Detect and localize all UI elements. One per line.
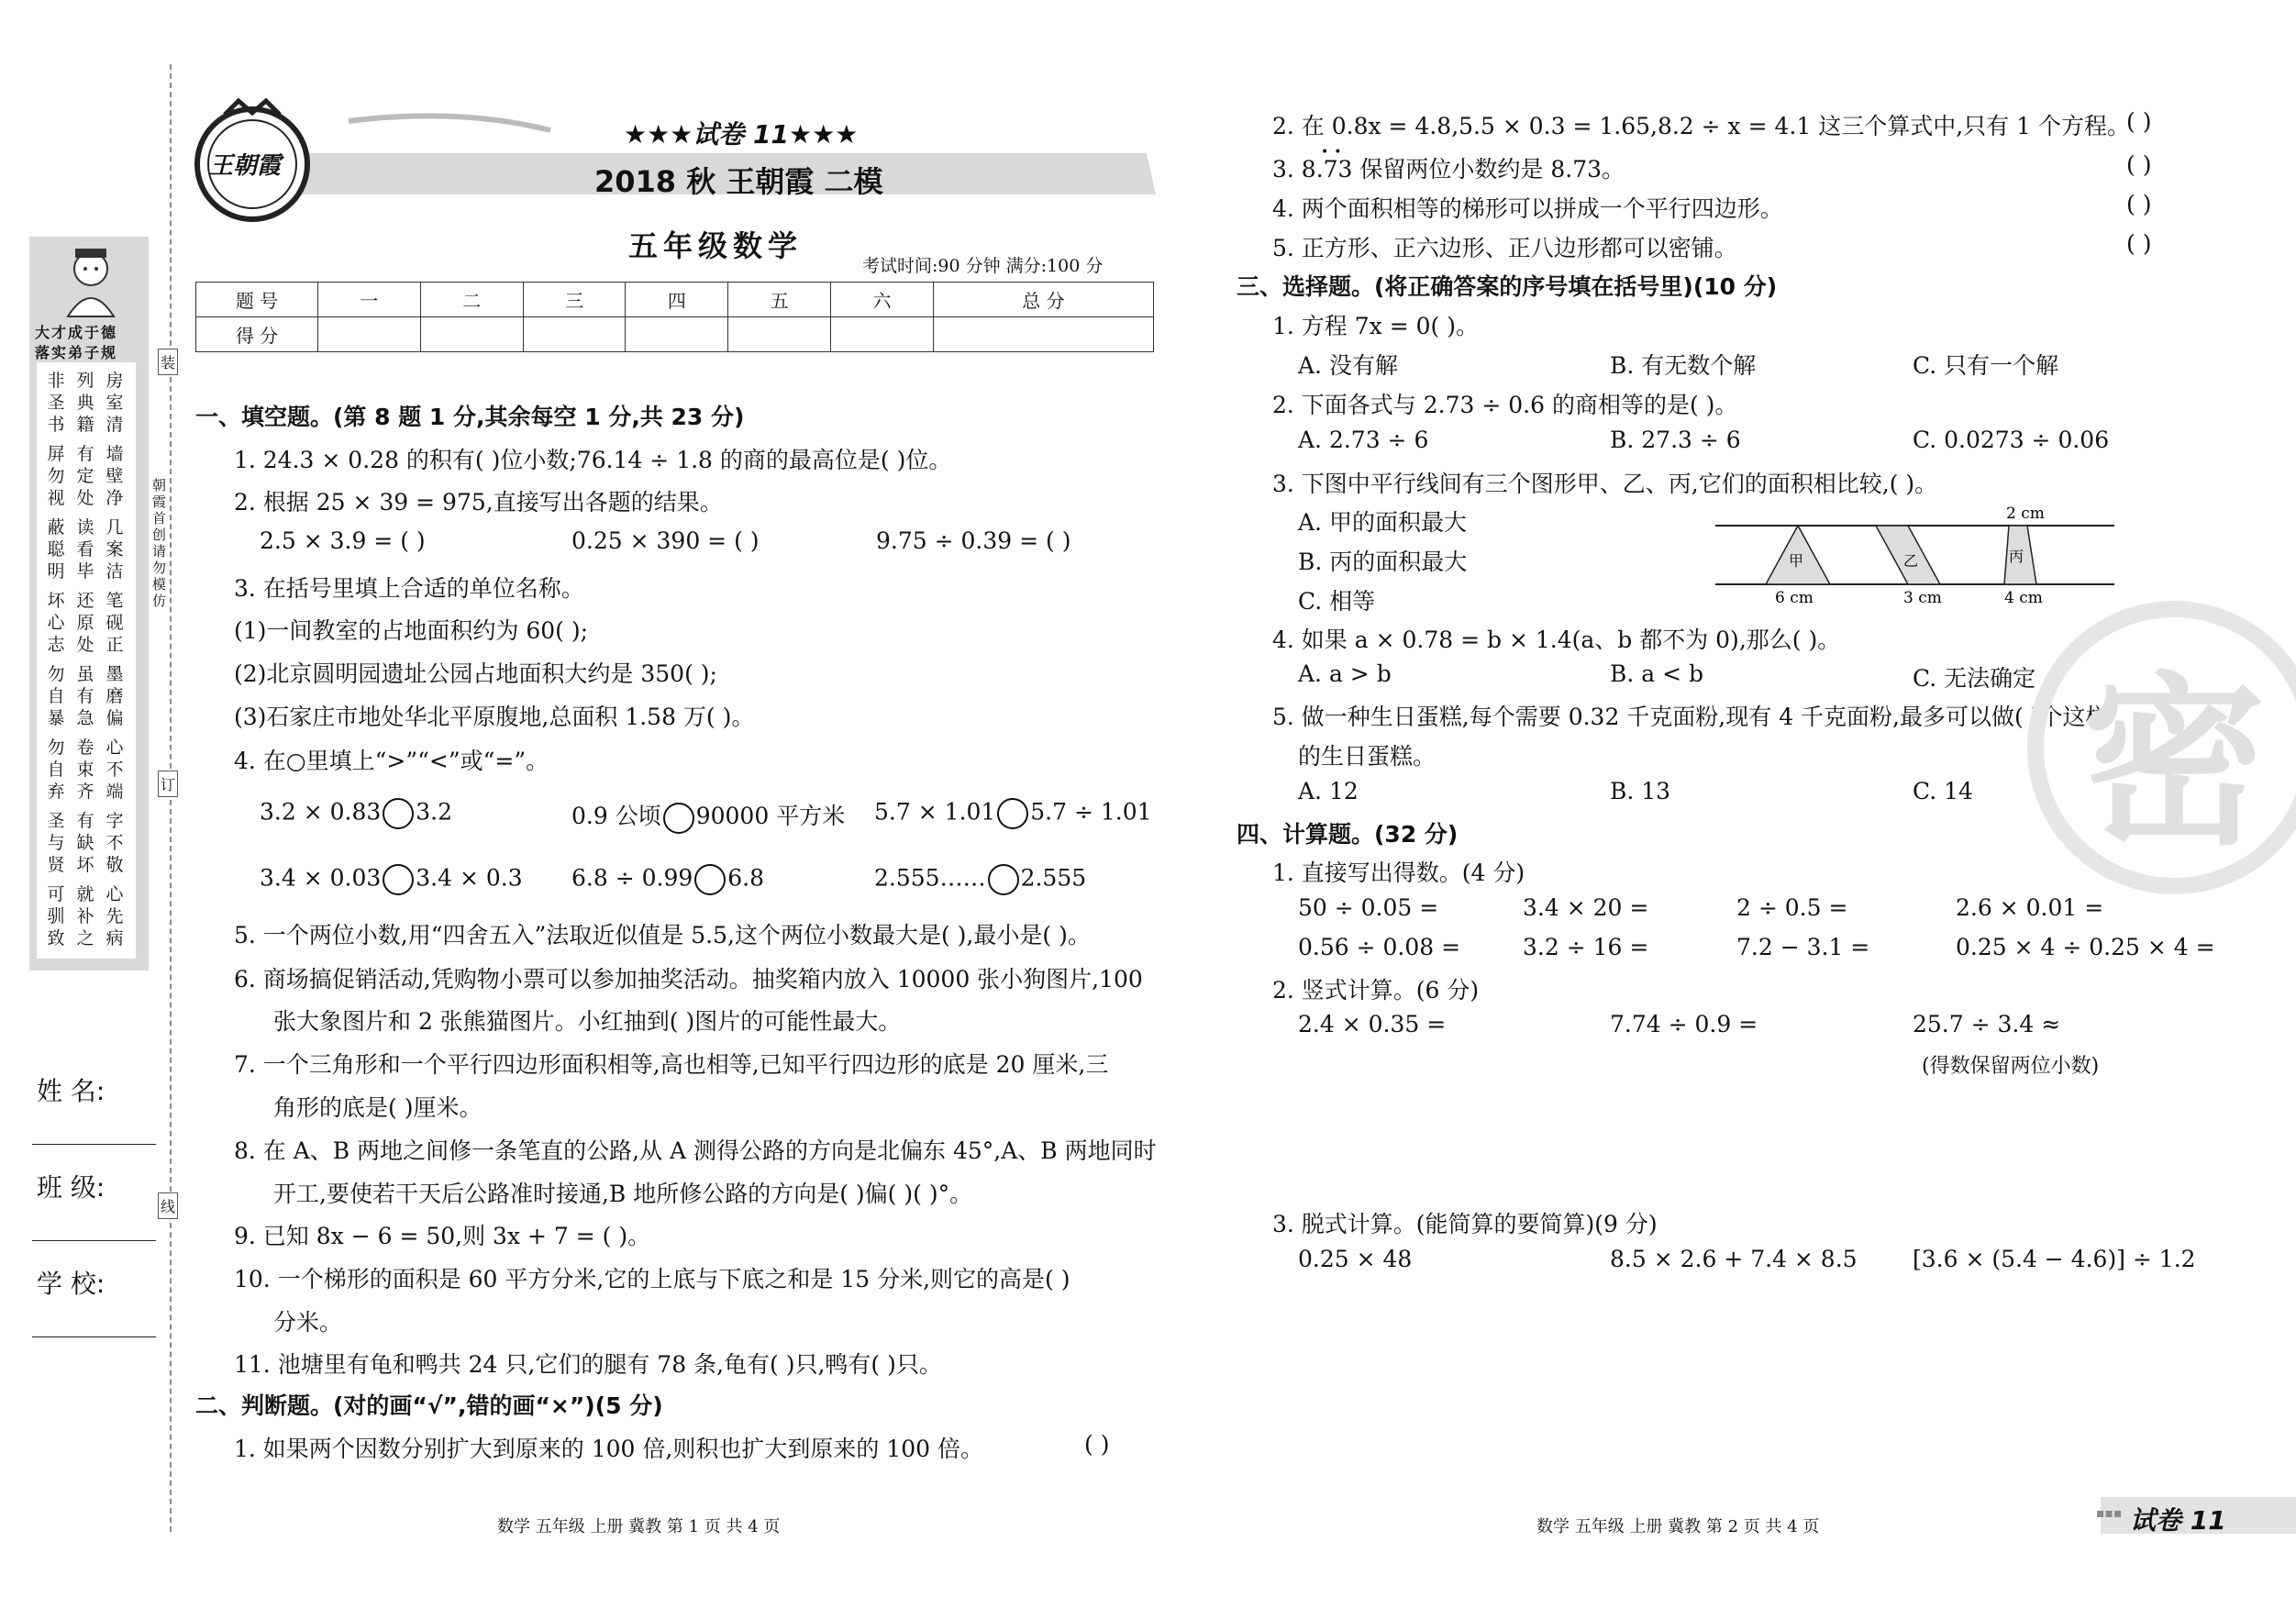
calc-2-workspace[interactable]: [1298, 1082, 2124, 1192]
score-cell[interactable]: [420, 317, 523, 352]
calc-1-item: 0.56 ÷ 0.08 =: [1298, 934, 1461, 960]
logo-text: 王朝霞: [209, 152, 282, 180]
calc-1-item: 3.2 ÷ 16 =: [1523, 934, 1649, 960]
section-2-title: 二、判断题。(对的画“√”,错的画“×”)(5 分): [195, 1392, 663, 1419]
question-1-5: 5. 一个两位小数,用“四舍五入”法取近似值是 5.5,这个两位小数最大是( ),最小是( )。: [234, 922, 1091, 948]
motto-column: 勿自弃: [47, 738, 65, 802]
motto-column: 笔砚正: [105, 591, 124, 655]
judge-4: 4. 两个面积相等的梯形可以拼成一个平行四边形。: [1272, 195, 1783, 222]
question-1-9: 9. 已知 8x − 6 = 50,则 3x + 7 = ( )。: [234, 1223, 651, 1249]
motto-column: 勿自暴: [47, 664, 65, 728]
score-header-4: 四: [626, 283, 728, 317]
exam-title: 2018 秋 王朝霞 二模: [594, 164, 883, 199]
score-header-2: 二: [420, 283, 523, 317]
motto-column: 有定处: [76, 444, 94, 508]
binding-mark-2: 订: [158, 771, 178, 797]
compare-right: 6.8: [727, 864, 765, 892]
choice-2: 2. 下面各式与 2.73 ÷ 0.6 的商相等的是( )。: [1272, 392, 1738, 418]
judge-4-answer[interactable]: ( ): [2126, 191, 2152, 217]
question-1-3c: (3)石家庄市地处华北平原腹地,总面积 1.58 万( )。: [234, 704, 755, 730]
choice-1-opt-b[interactable]: B. 有无数个解: [1610, 352, 1757, 379]
class-label: 班 级:: [37, 1172, 105, 1203]
question-1-6b: 张大象图片和 2 张熊猫图片。小红抽到( )图片的可能性最大。: [273, 1008, 902, 1035]
motto-columns: [37, 362, 136, 959]
question-1-6a: 6. 商场搞促销活动,凭购物小票可以参加抽奖活动。抽奖箱内放入 10000 张小狗图片,100: [234, 966, 1143, 993]
motto-column: 坏心志: [47, 591, 65, 655]
stamp-char: 密: [2081, 656, 2266, 871]
motto-column: 有缺坏: [76, 811, 94, 875]
name-label: 姓 名:: [37, 1076, 105, 1106]
compare-item-3: [874, 798, 1152, 829]
score-header-total: 总 分: [933, 283, 1153, 317]
motto-column: 读看毕: [76, 517, 94, 582]
score-header-label: 题 号: [196, 283, 318, 317]
motto-column: 圣与贤: [47, 811, 65, 875]
section-1-title: 一、填空题。(第 8 题 1 分,其余每空 1 分,共 23 分): [195, 404, 745, 430]
page-1-footer: 数学 五年级 上册 冀教 第 1 页 共 4 页: [497, 1517, 781, 1536]
school-field[interactable]: [32, 1336, 156, 1337]
binding-mark-3: 线: [158, 1192, 178, 1219]
compare-left: 3.2 × 0.83: [260, 798, 382, 826]
name-field[interactable]: [32, 1144, 156, 1145]
choice-5a: 5. 做一种生日蛋糕,每个需要 0.32 千克面粉,现有 4 千克面粉,最多可以做( )个这样: [1272, 704, 2109, 730]
motto-top: 大才成于德: [35, 324, 118, 341]
compare-item-5: [571, 864, 764, 895]
compare-item-2: [571, 798, 845, 834]
choice-2-opt-b[interactable]: B. 27.3 ÷ 6: [1610, 427, 1741, 453]
judge-2: 2. 在 0.8x = 4.8,5.5 × 0.3 = 1.65,8.2 ÷ x = 4.1 这三个算式中,只有 1 个方程。: [1272, 113, 2130, 139]
calc-1: 1. 直接写出得数。(4 分): [1272, 859, 1525, 886]
section-3-title: 三、选择题。(将正确答案的序号填在括号里)(10 分): [1237, 273, 1778, 300]
score-header-1: 一: [318, 283, 421, 317]
question-1-3a: (1)一间教室的占地面积约为 60( );: [234, 617, 589, 644]
choice-5-opt-c[interactable]: C. 14: [1913, 778, 1973, 804]
question-1-2b: 0.25 × 390 = ( ): [571, 527, 760, 554]
calc-2: 2. 竖式计算。(6 分): [1272, 977, 1480, 1004]
school-label: 学 校:: [37, 1269, 105, 1299]
compare-circle[interactable]: [997, 798, 1028, 829]
choice-3-opt-b[interactable]: B. 丙的面积最大: [1298, 549, 1468, 575]
choice-5-opt-b[interactable]: B. 13: [1610, 778, 1671, 804]
judge-1: 1. 如果两个因数分别扩大到原来的 100 倍,则积也扩大到原来的 100 倍。: [234, 1436, 983, 1462]
secret-stamp: [2027, 601, 2296, 894]
motto-column: 虽有急: [76, 664, 94, 728]
question-1-2: 2. 根据 25 × 39 = 975,直接写出各题的结果。: [234, 489, 723, 516]
compare-circle[interactable]: [988, 864, 1019, 895]
calc-2-item: 7.74 ÷ 0.9 =: [1610, 1011, 1758, 1037]
page-2-footer: 数学 五年级 上册 冀教 第 2 页 共 4 页: [1536, 1517, 1820, 1536]
binding-dashed-line: [170, 64, 172, 1532]
motto-column: 墨磨偏: [105, 664, 124, 728]
calc-2-item: 2.4 × 0.35 =: [1298, 1011, 1447, 1037]
compare-circle[interactable]: [663, 803, 694, 834]
paper-number: ★★★试卷 11★★★: [624, 119, 859, 150]
choice-1-opt-a[interactable]: A. 没有解: [1298, 352, 1398, 379]
corner-dots: ▪▪▪: [2096, 1506, 2123, 1521]
score-cell[interactable]: [626, 317, 728, 352]
exam-info: 考试时间:90 分钟 满分:100 分: [862, 256, 1104, 276]
score-cell[interactable]: [318, 317, 421, 352]
compare-right: 90000 平方米: [695, 803, 846, 829]
calc-2-note: (得数保留两位小数): [1922, 1055, 2100, 1078]
choice-5-opt-a[interactable]: A. 12: [1298, 778, 1359, 804]
compare-left: 0.9 公顷: [571, 803, 661, 829]
motto-column: 可驯致: [47, 884, 65, 948]
motto-column: 心不端: [105, 738, 124, 802]
compare-left: 5.7 × 1.01: [874, 798, 996, 826]
compare-circle[interactable]: [694, 864, 726, 895]
compare-circle[interactable]: [383, 798, 414, 829]
scholar-illustration: [48, 243, 135, 321]
compare-right: 2.555: [1020, 864, 1087, 892]
calc-1-item: 50 ÷ 0.05 =: [1298, 894, 1439, 921]
choice-2-opt-a[interactable]: A. 2.73 ÷ 6: [1298, 427, 1429, 453]
judge-5-answer[interactable]: ( ): [2126, 230, 2152, 257]
choice-4-opt-c[interactable]: C. 无法确定: [1913, 665, 2036, 692]
motto-column: 几案洁: [105, 517, 124, 582]
label-jia: 甲: [1789, 552, 1804, 570]
motto-column: 蔽聪明: [47, 517, 65, 582]
choice-3: 3. 下图中平行线间有三个图形甲、乙、丙,它们的面积相比较,( )。: [1272, 471, 1938, 497]
score-cell[interactable]: [523, 317, 626, 352]
copyright-warning: 朝霞首创 请勿模仿: [152, 477, 167, 609]
question-1-7b: 角形的底是( )厘米。: [273, 1094, 482, 1121]
compare-circle[interactable]: [383, 864, 414, 895]
compare-right: 3.4 × 0.3: [416, 864, 523, 892]
question-1-3b: (2)北京圆明园遗址公园占地面积大约是 350( );: [234, 660, 717, 687]
calc-3-workspace[interactable]: [1298, 1280, 2169, 1491]
question-1-1: 1. 24.3 × 0.28 的积有( )位小数;76.14 ÷ 1.8 的商的最高位是( )位。: [234, 447, 952, 473]
question-1-2a: 2.5 × 3.9 = ( ): [260, 527, 426, 554]
choice-4: 4. 如果 a × 0.78 = b × 1.4(a、b 都不为 0),那么( )。: [1272, 627, 1841, 653]
judge-1-answer[interactable]: ( ): [1084, 1431, 1110, 1458]
compare-left: 2.555……: [874, 864, 986, 892]
score-row-label: 得 分: [196, 317, 318, 352]
question-1-4: 4. 在○里填上“>”“<”或“=”。: [234, 748, 549, 774]
compare-right: 3.2: [416, 798, 453, 826]
subject-title: 五年级数学: [628, 228, 804, 263]
motto-column: 列典籍: [76, 371, 94, 435]
compare-item-6: [874, 864, 1086, 895]
choice-1-opt-c[interactable]: C. 只有一个解: [1913, 352, 2059, 379]
label-yi: 乙: [1903, 552, 1919, 570]
compare-right: 5.7 ÷ 1.01: [1030, 798, 1152, 826]
binding-mark-1: 装: [158, 349, 178, 375]
question-1-8a: 8. 在 A、B 两地之间修一条笔直的公路,从 A 测得公路的方向是北偏东 45°,A、B 两地同时: [234, 1137, 1157, 1164]
compare-item-4: [260, 864, 523, 895]
motto-column: 屏勿视: [47, 444, 65, 508]
question-1-8b: 开工,要使若干天后公路准时接通,B 地所修公路的方向是( )偏( )( )°。: [273, 1181, 973, 1207]
question-1-7a: 7. 一个三角形和一个平行四边形面积相等,高也相等,已知平行四边形的底是 20 厘米,三: [234, 1051, 1109, 1078]
label-b1: 6 cm: [1775, 589, 1814, 605]
parallel-shapes-figure: [1711, 500, 2119, 605]
calc-1-item: 7.2 − 3.1 =: [1736, 934, 1870, 960]
calc-1-item: 2 ÷ 0.5 =: [1736, 894, 1848, 921]
label-bing: 丙: [2009, 548, 2024, 565]
class-field[interactable]: [32, 1240, 156, 1241]
calc-2-item: 25.7 ÷ 3.4 ≈: [1913, 1011, 2061, 1037]
motto-bottom: 落实弟子规: [35, 344, 118, 361]
motto-column: 墙壁净: [105, 444, 124, 508]
judge-5: 5. 正方形、正六边形、正八边形都可以密铺。: [1272, 235, 1737, 261]
calc-1-item: 3.4 × 20 =: [1523, 894, 1649, 921]
calc-3: 3. 脱式计算。(能简算的要简算)(9 分): [1272, 1211, 1658, 1237]
question-1-11: 11. 池塘里有龟和鸭共 24 只,它们的腿有 78 条,龟有( )只,鸭有( )只。: [234, 1351, 942, 1378]
choice-1: 1. 方程 7x = 0( )。: [1272, 313, 1479, 339]
motto-column: 心先病: [105, 884, 124, 948]
choice-2-opt-c[interactable]: C. 0.0273 ÷ 0.06: [1913, 427, 2110, 453]
label-b2: 3 cm: [1903, 589, 1942, 605]
calc-1-item: 0.25 × 4 ÷ 0.25 × 4 =: [1956, 934, 2215, 960]
score-cell[interactable]: [831, 317, 934, 352]
compare-item-1: [260, 798, 452, 829]
score-cell[interactable]: [728, 317, 831, 352]
score-header-5: 五: [728, 283, 831, 317]
score-header-6: 六: [831, 283, 934, 317]
compare-left: 6.8 ÷ 0.99: [571, 864, 693, 892]
choice-4-opt-b[interactable]: B. a < b: [1610, 660, 1704, 687]
motto-column: 还原处: [76, 591, 94, 655]
label-b3: 4 cm: [2004, 589, 2043, 605]
calc-3-item: [3.6 × (5.4 − 4.6)] ÷ 1.2: [1913, 1246, 2196, 1272]
judge-3: 3. 8.73 保留两位小数约是 8.73。: [1272, 156, 1625, 183]
calc-1-item: 2.6 × 0.01 =: [1956, 894, 2104, 921]
motto-column: 字不敬: [105, 811, 124, 875]
question-1-3: 3. 在括号里填上合适的单位名称。: [234, 575, 584, 602]
judge-2-answer[interactable]: ( ): [2126, 108, 2152, 135]
calc-3-item: 8.5 × 2.6 + 7.4 × 8.5: [1610, 1246, 1858, 1272]
corner-paper-no: 试卷 11: [2130, 1505, 2226, 1536]
judge-3-answer[interactable]: ( ): [2126, 151, 2152, 178]
question-1-10a: 10. 一个梯形的面积是 60 平方分米,它的上底与下底之和是 15 分米,则它的高是( ): [234, 1266, 1070, 1292]
motto-column: 房室清: [105, 371, 124, 435]
compare-left: 3.4 × 0.03: [260, 864, 382, 892]
calc-3-item: 0.25 × 48: [1298, 1246, 1413, 1272]
choice-5b: 的生日蛋糕。: [1298, 743, 1436, 770]
choice-3-opt-a[interactable]: A. 甲的面积最大: [1298, 509, 1467, 536]
score-table: [195, 282, 1154, 352]
label-top: 2 cm: [2006, 505, 2045, 523]
question-1-10b: 分米。: [273, 1309, 343, 1336]
score-cell[interactable]: [933, 317, 1153, 352]
choice-3-opt-c[interactable]: C. 相等: [1298, 588, 1376, 615]
motto-column: 就补之: [76, 884, 94, 948]
score-header-3: 三: [523, 283, 626, 317]
repeating-dots: ••: [1321, 145, 1348, 160]
motto-column: 非圣书: [47, 371, 65, 435]
section-4-title: 四、计算题。(32 分): [1237, 821, 1459, 848]
motto-column: 卷束齐: [76, 738, 94, 802]
question-1-2c: 9.75 ÷ 0.39 = ( ): [876, 527, 1071, 554]
choice-4-opt-a[interactable]: A. a > b: [1298, 660, 1392, 687]
